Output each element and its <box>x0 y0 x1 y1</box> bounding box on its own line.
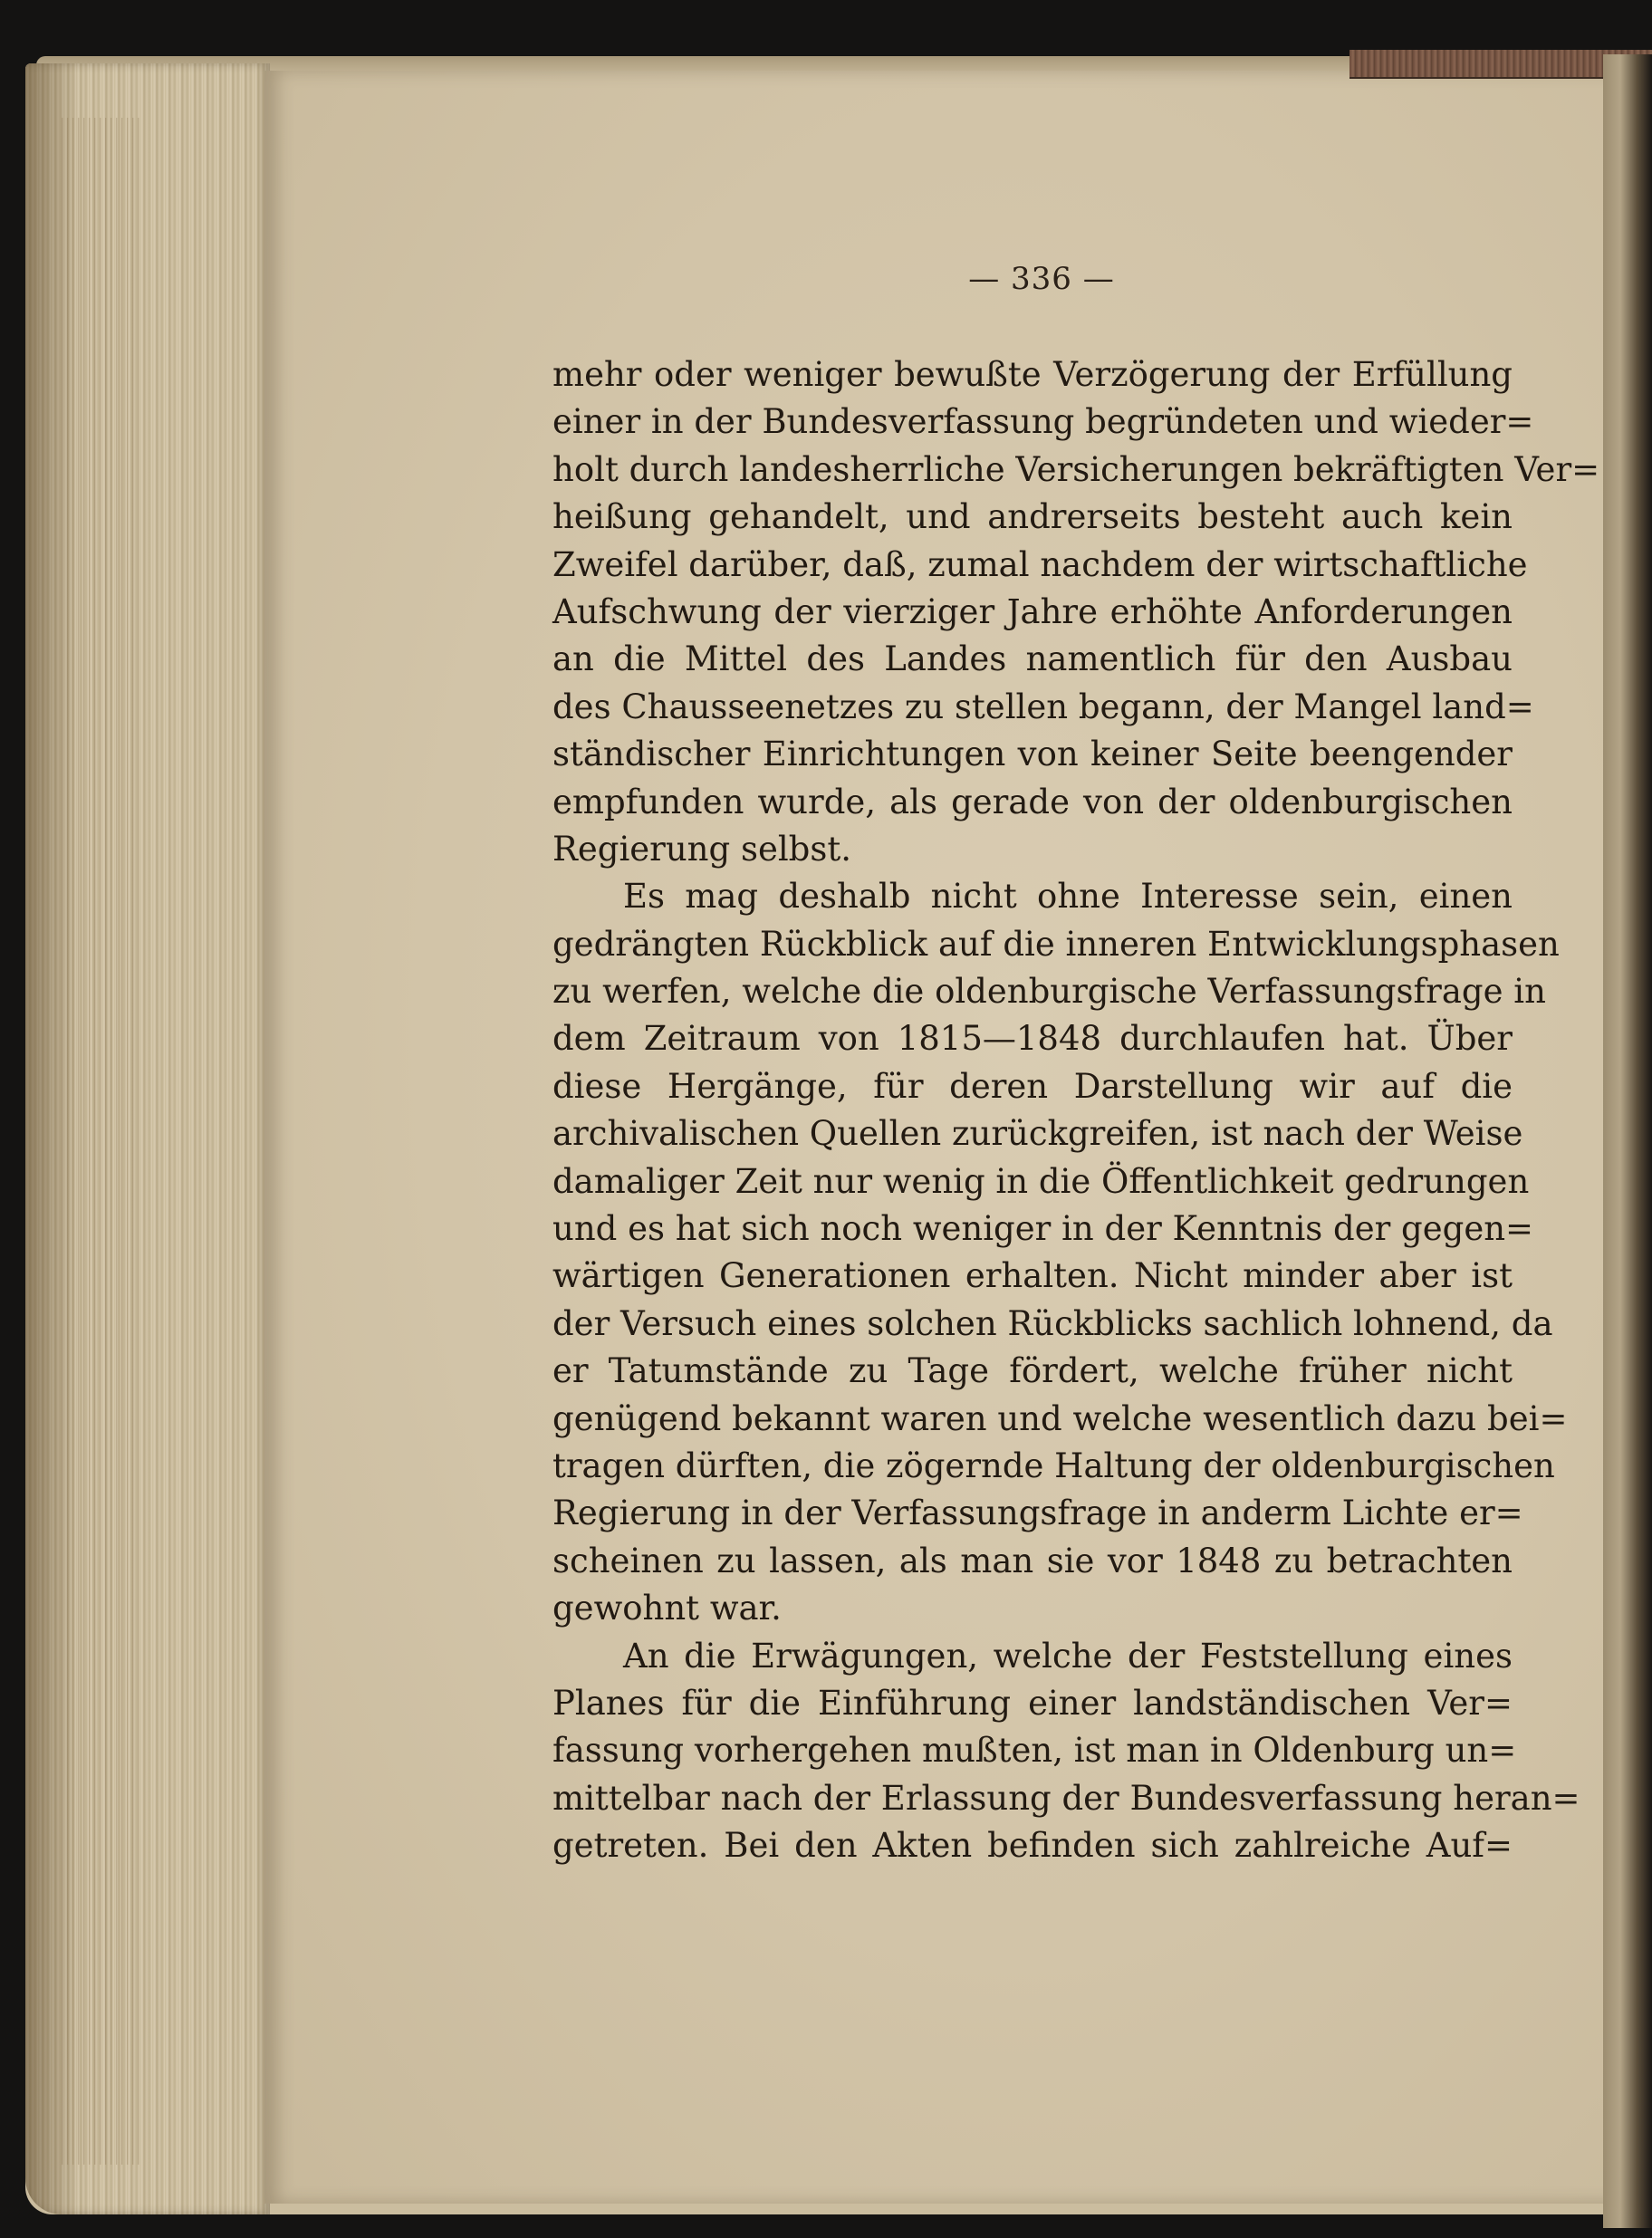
body-text <box>552 351 1600 1870</box>
text-line: scheinen zu lassen, als man sie vor 1848 zu betrachten <box>552 1541 1513 1580</box>
text-line: Regierung in der Verfassungsfrage in anderm Lichte er= <box>552 1494 1523 1533</box>
text-line: gewohnt war. <box>552 1589 782 1628</box>
text-line: und es hat sich noch weniger in der Kenntnis der gegen= <box>552 1209 1534 1249</box>
text-line: ständischer Einrichtungen von keiner Seite beengender <box>552 735 1513 774</box>
text-line: fassung vorhergehen mußten, ist man in Oldenburg un= <box>552 1731 1517 1771</box>
text-line: Es mag deshalb nicht ohne Interesse sein, einen <box>623 877 1513 917</box>
text-line: mehr oder weniger bewußte Verzögerung der Erfüllung <box>552 355 1513 394</box>
text-line: der Versuch eines solchen Rückblicks sachlich lohnend, da <box>552 1303 1553 1343</box>
text-line: diese Hergänge, für deren Darstellung wir auf die <box>552 1066 1513 1106</box>
text-line: heißung gehandelt, und andrerseits besteht auch kein <box>552 497 1513 537</box>
text-line: An die Erwägungen, welche der Feststellung eines <box>623 1636 1513 1676</box>
text-line: wärtigen Generationen erhalten. Nicht minder aber ist <box>552 1256 1513 1296</box>
text-line: getreten. Bei den Akten befinden sich zahlreiche Auf= <box>552 1826 1513 1866</box>
text-line: damaliger Zeit nur wenig in die Öffentlichkeit gedrungen <box>552 1161 1530 1201</box>
text-line: genügend bekannt waren und welche wesentlich dazu bei= <box>552 1398 1568 1438</box>
text-line: er Tatumstände zu Tage fördert, welche früher nicht <box>552 1351 1513 1391</box>
text-line: Zweifel darüber, daß, zumal nachdem der wirtschaftliche <box>552 544 1528 584</box>
text-line: archivalischen Quellen zurückgreifen, ist nach der Weise <box>552 1114 1523 1154</box>
text-line: Aufschwung der vierziger Jahre erhöhte Anforderungen <box>552 591 1513 631</box>
page-number: — 336 — <box>968 261 1115 297</box>
text-line: dem Zeitraum von 1815—1848 durchlaufen hat. Über <box>552 1019 1513 1059</box>
text-line: Planes für die Einführung einer landständischen Ver= <box>552 1683 1513 1723</box>
text-line: mittelbar nach der Erlassung der Bundesverfassung heran= <box>552 1778 1580 1818</box>
text-line: empfunden wurde, als gerade von der oldenburgischen <box>552 782 1513 821</box>
text-line: des Chausseenetzes zu stellen begann, der Mangel land= <box>552 687 1534 726</box>
page-gutter <box>1603 54 1652 2228</box>
text-line: gedrängten Rückblick auf die inneren Entwicklungsphasen <box>552 924 1560 964</box>
text-line: Regierung selbst. <box>552 829 851 869</box>
page-edge-stack <box>25 63 270 2214</box>
text-line: tragen dürften, die zögernde Haltung der oldenburgischen <box>552 1446 1555 1485</box>
text-line: zu werfen, welche die oldenburgische Verfassungsfrage in <box>552 972 1546 1012</box>
text-line: an die Mittel des Landes namentlich für den Ausbau <box>552 639 1513 679</box>
text-line: einer in der Bundesverfassung begründeten und wieder= <box>552 402 1534 442</box>
text-line: holt durch landesherrliche Versicherungen bekräftigten Ver= <box>552 449 1600 489</box>
